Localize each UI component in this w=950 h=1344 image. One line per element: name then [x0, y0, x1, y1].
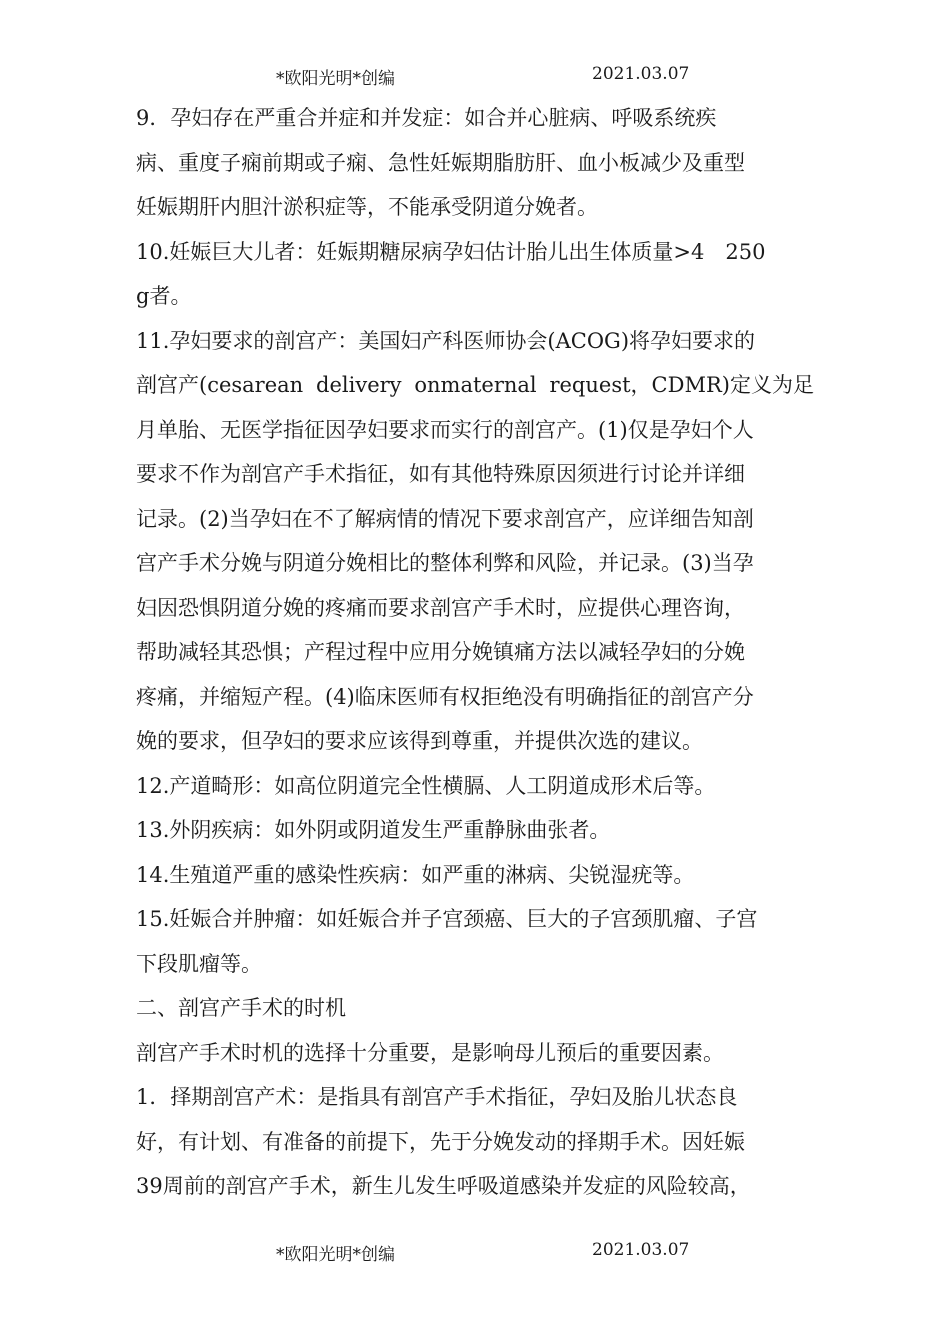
text-line: 妇因恐惧阴道分娩的疼痛而要求剖宫产手术时，应提供心理咨询，	[136, 595, 745, 620]
text-line: 1．择期剖宫产术：是指具有剖宫产手术指征，孕妇及胎儿状态良	[136, 1085, 738, 1109]
text-line: 12.产道畸形：如高位阴道完全性横膈、人工阴道成形术后等。	[136, 773, 716, 798]
text-line: 宫产手术分娩与阴道分娩相比的整体利弊和风险，并记录。(3)当孕	[136, 551, 754, 575]
footer-date: 2021.03.07	[592, 1240, 690, 1260]
text-line: 14.生殖道严重的感染性疾病：如严重的淋病、尖锐湿疣等。	[136, 862, 695, 887]
page-footer	[0, 1240, 950, 1264]
document-body	[136, 96, 814, 1209]
text-line: 记录。(2)当孕妇在不了解病情的情况下要求剖宫产，应详细告知剖	[136, 506, 754, 531]
text-line: 帮助减轻其恐惧；产程过程中应用分娩镇痛方法以减轻孕妇的分娩	[136, 640, 745, 664]
text-line: 疼痛，并缩短产程。(4)临床医师有权拒绝没有明确指征的剖宫产分	[136, 684, 754, 709]
text-line: 剖宫产手术时机的选择十分重要，是影响母儿预后的重要因素。	[136, 1040, 724, 1065]
text-word: delivery	[316, 373, 402, 397]
section-heading: 二、剖宫产手术的时机	[136, 996, 346, 1020]
text-word: 剖宫产(cesarean	[136, 373, 304, 397]
text-line: 13.外阴疾病：如外阴或阴道发生严重静脉曲张者。	[136, 818, 611, 842]
text-line: g者。	[136, 284, 192, 308]
text-line: 39周前的剖宫产手术，新生儿发生呼吸道感染并发症的风险较高，	[136, 1174, 751, 1198]
footer-author: *欧阳光明*创编	[276, 1245, 395, 1265]
text-line: 好，有计划、有准备的前提下，先于分娩发动的择期手术。因妊娠	[136, 1129, 745, 1154]
text-line: 10.妊娠巨大儿者：妊娠期糖尿病孕妇估计胎儿出生体质量>4 250	[136, 239, 766, 264]
text-line: 妊娠期肝内胆汁淤积症等，不能承受阴道分娩者。	[136, 195, 598, 219]
text-line: 15.妊娠合并肿瘤：如妊娠合并子宫颈癌、巨大的子宫颈肌瘤、子宫	[136, 907, 758, 931]
text-line: 下段肌瘤等。	[136, 951, 262, 976]
text-line: 11.孕妇要求的剖宫产：美国妇产科医师协会(ACOG)将孕妇要求的	[136, 328, 756, 353]
text-word: onmaternal	[414, 373, 537, 397]
header-date: 2021.03.07	[592, 64, 690, 84]
header-author: *欧阳光明*创编	[276, 69, 395, 89]
text-line: 病、重度子痫前期或子痫、急性妊娠期脂肪肝、血小板减少及重型	[136, 150, 745, 175]
page-header	[0, 64, 950, 88]
text-line: 要求不作为剖宫产手术指征，如有其他特殊原因须进行讨论并详细	[136, 462, 745, 486]
text-line: 月单胎、无医学指征因孕妇要求而实行的剖宫产。(1)仅是孕妇个人	[136, 417, 754, 442]
text-line: 娩的要求，但孕妇的要求应该得到尊重，并提供次选的建议。	[136, 729, 703, 753]
text-line: 9．孕妇存在严重合并症和并发症：如合并心脏病、呼吸系统疾	[136, 106, 717, 130]
text-word: request，CDMR)定义为足	[549, 373, 814, 397]
text-line-justified	[136, 363, 814, 408]
